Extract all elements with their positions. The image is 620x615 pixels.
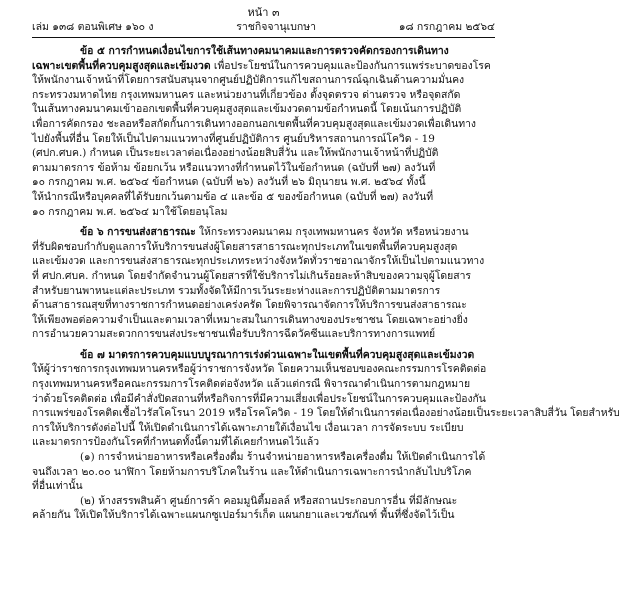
bold-heading: ข้อ ๖ การขนส่งสาธารณะ bbox=[80, 226, 196, 239]
body-text: กระทรวงมหาดไทย กรุงเทพมหานคร และหน่วยงานที่เกี่ยวข้อง ตั้งจุดตรวจ ด่านตรวจ หรือจุดสกัด bbox=[32, 88, 461, 101]
text-line bbox=[32, 377, 495, 392]
body-text: เพื่อการคัดกรอง ชะลอหรือสกัดกั้นการเดินทางออกนอกเขตพื้นที่ควบคุมสูงสุดและเข้มงวดเพื่อเดินทาง bbox=[32, 117, 476, 130]
body-text: ที่ ศปก.ศบค. กำหนด โดยจำกัดจำนวนผู้โดยสารที่ใช้บริการไม่เกินร้อยละห้าสิบของความจุผู้โดยสาร bbox=[32, 269, 472, 282]
text-line bbox=[32, 313, 495, 328]
text-line bbox=[32, 254, 495, 269]
body-text: ให้นำกรณีหรือบุคคลที่ได้รับยกเว้นตามข้อ ๔ และข้อ ๕ ของข้อกำหนด (ฉบับที่ ๒๗) ลงวันที่ bbox=[32, 190, 434, 203]
text-line bbox=[32, 73, 495, 88]
gazette-header bbox=[32, 20, 495, 35]
text-line bbox=[32, 284, 495, 299]
text-line bbox=[32, 406, 620, 421]
text-line bbox=[32, 205, 495, 220]
text-line bbox=[32, 132, 495, 147]
body-text: การอำนวยความสะดวกการขนส่งประชาชนเพื่อรับบริการฉีดวัคซีนและบริการทางการแพทย์ bbox=[32, 328, 436, 341]
text-line bbox=[32, 269, 495, 284]
text-line bbox=[32, 479, 495, 494]
bold-heading: ข้อ ๕ การกำหนดเงื่อนไขการใช้เส้นทางคมนาคมและการตรวจคัดกรองการเดินทาง bbox=[80, 45, 449, 57]
body-text: ด้านสาธารณสุขที่ทางราชการกำหนดอย่างเคร่งครัด โดยพิจารณาจัดการให้บริการขนส่งสาธารณะ bbox=[32, 299, 467, 312]
body-text: การให้บริการดังต่อไปนี้ ให้เปิดดำเนินการได้เฉพาะภายใต้เงื่อนไข เงื่อนเวลา การจัดระบบ ระเบียบ bbox=[32, 421, 464, 434]
body-text: (๑) การจำหน่ายอาหารหรือเครื่องดื่ม ร้านจำหน่ายอาหารหรือเครื่องดื่ม ให้เปิดดำเนินการได้ bbox=[80, 451, 486, 464]
body-text: (ศปก.ศบค.) กำหนด เป็นระยะเวลาต่อเนื่องอย่างน้อยสิบสี่วัน และให้พนักงานเจ้าหน้าที่ปฏิบัติ bbox=[32, 147, 439, 160]
text-line bbox=[32, 435, 495, 450]
bold-heading: เฉพาะเขตพื้นที่ควบคุมสูงสุดและเข้มงวด bbox=[32, 59, 211, 72]
section-s5 bbox=[32, 44, 495, 219]
text-line bbox=[32, 450, 495, 465]
header-date: ๑๘ กรกฎาคม ๒๕๖๔ bbox=[398, 21, 495, 33]
section-s6 bbox=[32, 225, 495, 342]
body-text: และเข้มงวด และการขนส่งสาธารณะทุกประเภทระหว่างจังหวัดทั่วราชอาณาจักรให้เป็นไปตามแนวทาง bbox=[32, 255, 485, 268]
header-gazette-name: ราชกิจจานุเบกษา bbox=[236, 21, 317, 33]
body-text: ให้ผู้ว่าราชการกรุงเทพมหานครหรือผู้ว่าราชการจังหวัด โดยความเห็นชอบของคณะกรรมการโรคติดต่อ bbox=[32, 363, 487, 376]
body-text: และมาตรการป้องกันโรคที่กำหนดทั้งนี้ตามที่ได้เคยกำหนดไว้แล้ว bbox=[32, 436, 320, 449]
body-text: ตามมาตรการ ข้อห้าม ข้อยกเว้น หรือแนวทางที่กำหนดไว้ในข้อกำหนด (ฉบับที่ ๒๗) ลงวันที่ bbox=[32, 161, 436, 174]
text-line bbox=[32, 161, 495, 176]
body-text: ให้เพียงพอต่อความจำเป็นและตามเวลาที่เหมาะสมในการเดินทางของประชาชน โดยเฉพาะอย่างยิ่ง bbox=[32, 313, 468, 326]
text-line bbox=[32, 465, 495, 480]
text-line bbox=[32, 59, 495, 74]
body-text: กรุงเทพมหานครหรือคณะกรรมการโรคติดต่อจังหวัด แล้วแต่กรณี พิจารณาดำเนินการตามกฎหมาย bbox=[32, 378, 471, 391]
header-volume: เล่ม ๑๓๘ ตอนพิเศษ ๑๖๐ ง bbox=[32, 21, 154, 33]
document-body bbox=[32, 44, 620, 523]
body-text: ที่อื่นเท่านั้น bbox=[32, 480, 83, 493]
text-line bbox=[32, 240, 495, 255]
body-text: เพื่อประโยชน์ในการควบคุมและป้องกันการแพร่ระบาดของโรค bbox=[210, 59, 491, 72]
text-line bbox=[32, 392, 495, 407]
text-line bbox=[32, 117, 495, 132]
text-line bbox=[32, 421, 495, 436]
text-line bbox=[32, 146, 495, 161]
section-s7 bbox=[32, 348, 620, 523]
text-line bbox=[32, 175, 495, 190]
body-text: ไปยังพื้นที่อื่น โดยให้เป็นไปตามแนวทางที่ศูนย์ปฏิบัติการ ศูนย์บริหารสถานการณ์โควิด - 19 bbox=[32, 132, 435, 145]
text-line bbox=[32, 362, 495, 377]
body-text: ๑๐ กรกฎาคม พ.ศ. ๒๕๖๔ ข้อกำหนด (ฉบับที่ ๒๖) ลงวันที่ ๒๖ มิถุนายน พ.ศ. ๒๕๖๔ ทั้งนี้ bbox=[32, 176, 426, 189]
text-line bbox=[32, 225, 495, 240]
body-text: ว่าด้วยโรคติดต่อ เพื่อมีคำสั่งปิดสถานที่หรือกิจการที่มีความเสี่ยงเพื่อประโยชน์ในการควบคุมและป้องกัน bbox=[32, 392, 486, 405]
bold-heading: ข้อ ๗ มาตรการควบคุมแบบบูรณาการเร่งด่วนเฉพาะในเขตพื้นที่ควบคุมสูงสุดและเข้มงวด bbox=[80, 348, 475, 361]
body-text: ที่รับผิดชอบกำกับดูแลการให้บริการขนส่งผู้โดยสารสาธารณะทุกประเภทในเขตพื้นที่ควบคุมสูงสุด bbox=[32, 240, 458, 253]
text-line bbox=[32, 44, 495, 59]
text-line bbox=[32, 102, 495, 117]
body-text: ให้พนักงานเจ้าหน้าที่โดยการสนับสนุนจากศูนย์ปฏิบัติการแก้ไขสถานการณ์ฉุกเฉินด้านความมั่นคง bbox=[32, 74, 465, 87]
body-text: (๒) ห้างสรรพสินค้า ศูนย์การค้า คอมมูนิตี้มอลล์ หรือสถานประกอบการอื่น ที่มีลักษณะ bbox=[80, 494, 458, 507]
body-text: จนถึงเวลา ๒๐.๐๐ นาฬิกา โดยห้ามการบริโภคในร้าน และให้ดำเนินการเฉพาะการนำกลับไปบริโภค bbox=[32, 465, 472, 478]
body-text: ในเส้นทางคมนาคมเข้าออกเขตพื้นที่ควบคุมสูงสุดและเข้มงวดตามข้อกำหนดนี้ โดยเน้นการปฏิบัติ bbox=[32, 103, 462, 116]
text-line bbox=[32, 508, 495, 523]
text-line bbox=[32, 327, 495, 342]
body-text: คล้ายกัน ให้เปิดให้บริการได้เฉพาะแผนกซูเปอร์มาร์เก็ต แผนกยาและเวชภัณฑ์ พื้นที่ซึ่งจัดไว้เป็น bbox=[32, 509, 455, 522]
body-text: สำหรับยานพาหนะแต่ละประเภท รวมทั้งจัดให้มีการเว้นระยะห่างและการปฏิบัติตามมาตรการ bbox=[32, 284, 441, 297]
text-line bbox=[32, 190, 495, 205]
body-text: การแพร่ของโรคติดเชื้อไวรัสโคโรนา 2019 หรือโรคโควิด - 19 โดยให้ดำเนินการต่อเนื่องอย่างน้อยเป็นระยะเวลาสิบสี่วัน โดยสำหรับ bbox=[32, 407, 620, 420]
text-line bbox=[32, 348, 495, 363]
text-line bbox=[32, 88, 495, 103]
text-line bbox=[32, 494, 495, 509]
body-text: ๑๐ กรกฎาคม พ.ศ. ๒๕๖๔ มาใช้โดยอนุโลม bbox=[32, 205, 228, 218]
text-line bbox=[32, 298, 495, 313]
header-rule bbox=[32, 37, 495, 38]
page-number: หน้า ๓ bbox=[247, 6, 280, 19]
body-text: ให้กระทรวงคมนาคม กรุงเทพมหานคร จังหวัด หรือหน่วยงาน bbox=[195, 226, 469, 239]
